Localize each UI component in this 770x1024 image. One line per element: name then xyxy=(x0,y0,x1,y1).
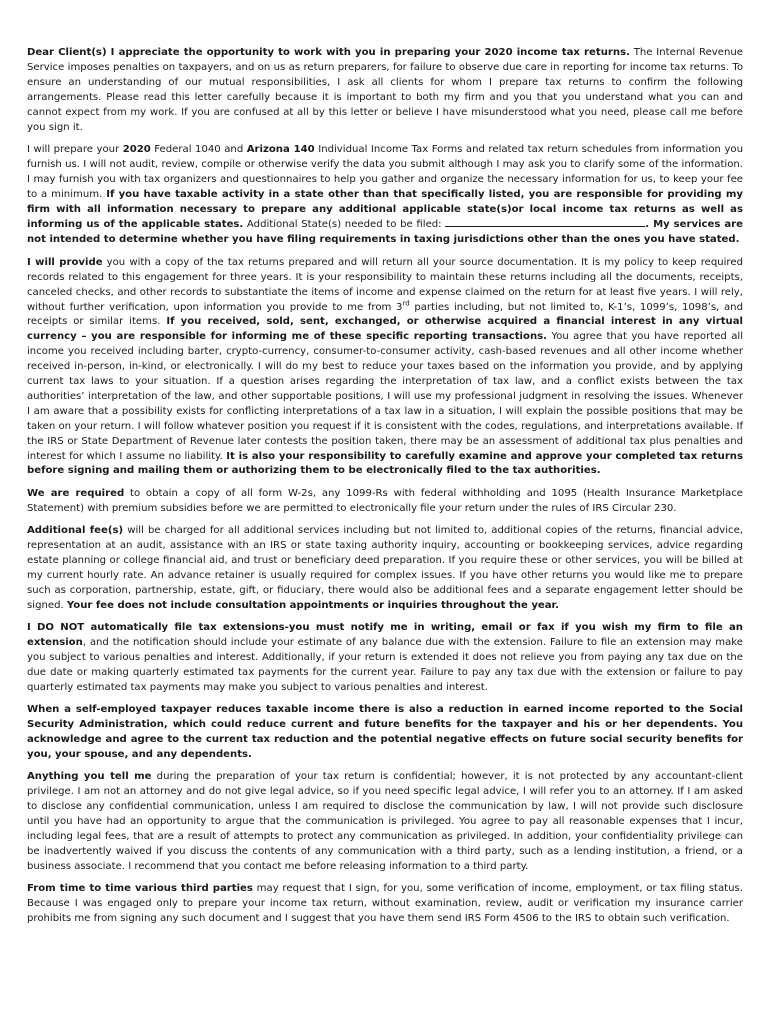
scope-text-5: . My services are not intended to determine whether you have filing requirements in taxing jurisdictions other than the ones you have stated. xyxy=(27,219,743,246)
introduction-text: The Internal Revenue Service imposes penalties on taxpayers, and on us as return preparers, for failure to observe due care in reporting for income tax returns. To ensure an understanding of our mutual responsibilities, I ask all clients for whom I prepare tax returns to confirm the following arrangements. Please read this letter carefully because it is important to both my firm and you that you understand what you can and cannot expect from my work. If you are confused at all by this letter or believe I have misunderstood what you need, please call me before you sign it. xyxy=(27,47,743,133)
records-text-2: parties including, but not limited to, K-1’s, 1099’s, 1098’s, and receipts or similar items. xyxy=(27,301,743,328)
state-form: Arizona 140 xyxy=(246,143,315,155)
other-state-notice: If you have taxable activity in a state other than that specifically listed, you are responsible for providing my firm with all information necessary to prepare any additional applicable state(s)or local income tax returns as well as informing us of the applicable states. xyxy=(27,188,743,231)
fees-lead: Additional fee(s) xyxy=(27,525,124,537)
required-text: to obtain a copy of all form W-2s, any 1099-Rs with federal withholding and 1095 (Health Insurance Marketplace Statement) with premium subsidies before we are permitted to electronically file your return under the rules of IRS Circular 230. xyxy=(27,487,743,514)
extensions-lead: I DO NOT automatically file tax extensions-you must notify me in writing, email or fax if you wish my firm to file an extension xyxy=(27,622,743,649)
virtual-currency-notice: If you received, sold, sent, exchanged, or otherwise acquired a financial interest in any virtual currency – you are responsible for informing me of these specific reporting transactions. xyxy=(27,316,743,343)
paragraph-required-forms xyxy=(27,487,743,517)
additional-states-label: Additional State(s) needed to be filed: xyxy=(243,219,446,231)
paragraph-introduction xyxy=(27,46,743,135)
paragraph-confidentiality xyxy=(27,770,743,874)
paragraph-additional-fees xyxy=(27,524,743,613)
paragraph-extensions xyxy=(27,621,743,696)
additional-states-blank[interactable] xyxy=(445,217,645,227)
third-parties-text: may request that I sign, for you, some verification of income, employment, or tax filing status. Because I was engaged only to prepare your income tax return, without examination, review, audit or verification my insurance carrier prohibits me from signing any such document and I suggest that you have them send IRS Form 4506 to the IRS to obtain such verification. xyxy=(27,883,744,924)
required-lead: We are required xyxy=(27,487,125,499)
confidentiality-lead: Anything you tell me xyxy=(27,771,152,783)
paragraph-social-security xyxy=(27,703,743,763)
tax-year: 2020 xyxy=(122,143,151,155)
scope-text-1: I will prepare your xyxy=(27,143,123,155)
paragraph-third-parties xyxy=(27,882,743,927)
records-text-1: you with a copy of the tax returns prepared and will return all your source documentation. It is my policy to keep required records related to this engagement for three years. It is your responsibility to maintain these returns including all the documents, receipts, canceled checks, and other records to substantiate the items of income and expense claimed on the return for at least five years. I will rely, without further verification, upon information you provide to me from 3 xyxy=(27,256,743,313)
paragraph-records xyxy=(27,256,743,480)
scope-text-2: Federal 1040 and xyxy=(150,143,247,155)
third-parties-lead: From time to time various third parties xyxy=(27,883,253,895)
scope-text-3: Individual Income Tax Forms and related tax return schedules from information you furnish us. I will not audit, review, compile or otherwise verify the data you submit although I may ask you to clarify some of the information. I may furnish you with tax organizers and questionnaires to help you gather and organize the necessary information for us, to keep your fee to a minimum. xyxy=(27,143,743,200)
social-security-notice: When a self-employed taxpayer reduces taxable income there is also a reduction in earned income reported to the Social Security Administration, which could reduce current and future benefits for the taxpayer and his or her dependents. You acknowledge and agree to the current tax reduction and the potential negative effects on future social security benefits for you, your spouse, and any dependents. xyxy=(27,704,743,760)
fees-text: will be charged for all additional services including but not limited to, additional copies of the returns, financial advice, representation at an audit, assistance with an IRS or state taxing authority inquiry, accounting or bookkeeping services, advice regarding estate planning or college financial aid, and trust or beneficiary deed preparation. If you require these or other services, you will be billed at my current hourly rate. An advance retainer is usually required for complex issues. If you have other returns you would like me to prepare such as corporation, partnership, estate, gift, or fiduciary, there would also be additional fees and a separate engagement letter should be signed. xyxy=(27,525,743,611)
greeting-lead: Dear Client(s) I appreciate the opportunity to work with you in preparing your 2020 income tax returns. xyxy=(27,47,630,58)
approval-notice: It is also your responsibility to carefully examine and approve your completed tax returns before signing and mailing them or authorizing them to be electronically filed to the tax authorities. xyxy=(27,450,743,477)
confidentiality-text: during the preparation of your tax return is confidential; however, it is not protected by any accountant-client privilege. I am not an attorney and do not give legal advice, so if you need specific legal advice, I will refer you to an attorney. If I am asked to disclose any confidential communication, unless I am required to disclose the communication by law, I will not provide such disclosure until you have had an opportunity to argue that the communication is privileged. You agree to pay all reasonable expenses that I incur, including legal fees, that are a result of attempts to protect any communication as privileged. In addition, your confidentiality privilege can be inadvertently waived if you discuss the contents of any communication with a third party, such as a lending institution, a friend, or a business associate. I recommend that you contact me before releasing information to a third party. xyxy=(27,771,743,872)
extensions-text: , and the notification should include your estimate of any balance due with the extension. Failure to file an extension may make you subject to various penalties and interest. Additionally, if your return is extended it does not relieve you from paying any tax due on the due date or making quarterly estimated tax payments for the current year. Failure to pay any tax due with the extension or failure to pay quarterly estimated tax payments may make you subject to various penalties and interest. xyxy=(27,637,743,693)
records-lead: I will provide xyxy=(27,256,103,268)
ordinal-suffix: rd xyxy=(402,299,410,308)
records-text-3: You agree that you have reported all income you received including barter, crypto-currency, consumer-to-consumer activity, cash-based revenues and all other income whether received in-person, in-kind, or electronically. I will do my best to reduce your taxes based on the information you provide, and by applying current tax laws to your situation. If a question arises regarding the interpretation of tax law, and a conflict exists between the tax authorities’ interpretation of the law, and other supportable positions, I will use my professional judgment in resolving the issues. Whenever I am aware that a possibility exists for conflicting interpretations of a tax law in a situation, I will explain the possible positions that may be taken on your return. I will follow whatever position you request if it is consistent with the codes, regulations, and interpretations available. If the IRS or State Department of Revenue later contests the position taken, there may be an assessment of additional tax plus penalties and interest for which I assume no liability. xyxy=(27,331,743,462)
paragraph-preparation-scope xyxy=(27,143,743,248)
fees-notice: Your fee does not include consultation appointments or inquiries throughout the year. xyxy=(66,599,559,611)
